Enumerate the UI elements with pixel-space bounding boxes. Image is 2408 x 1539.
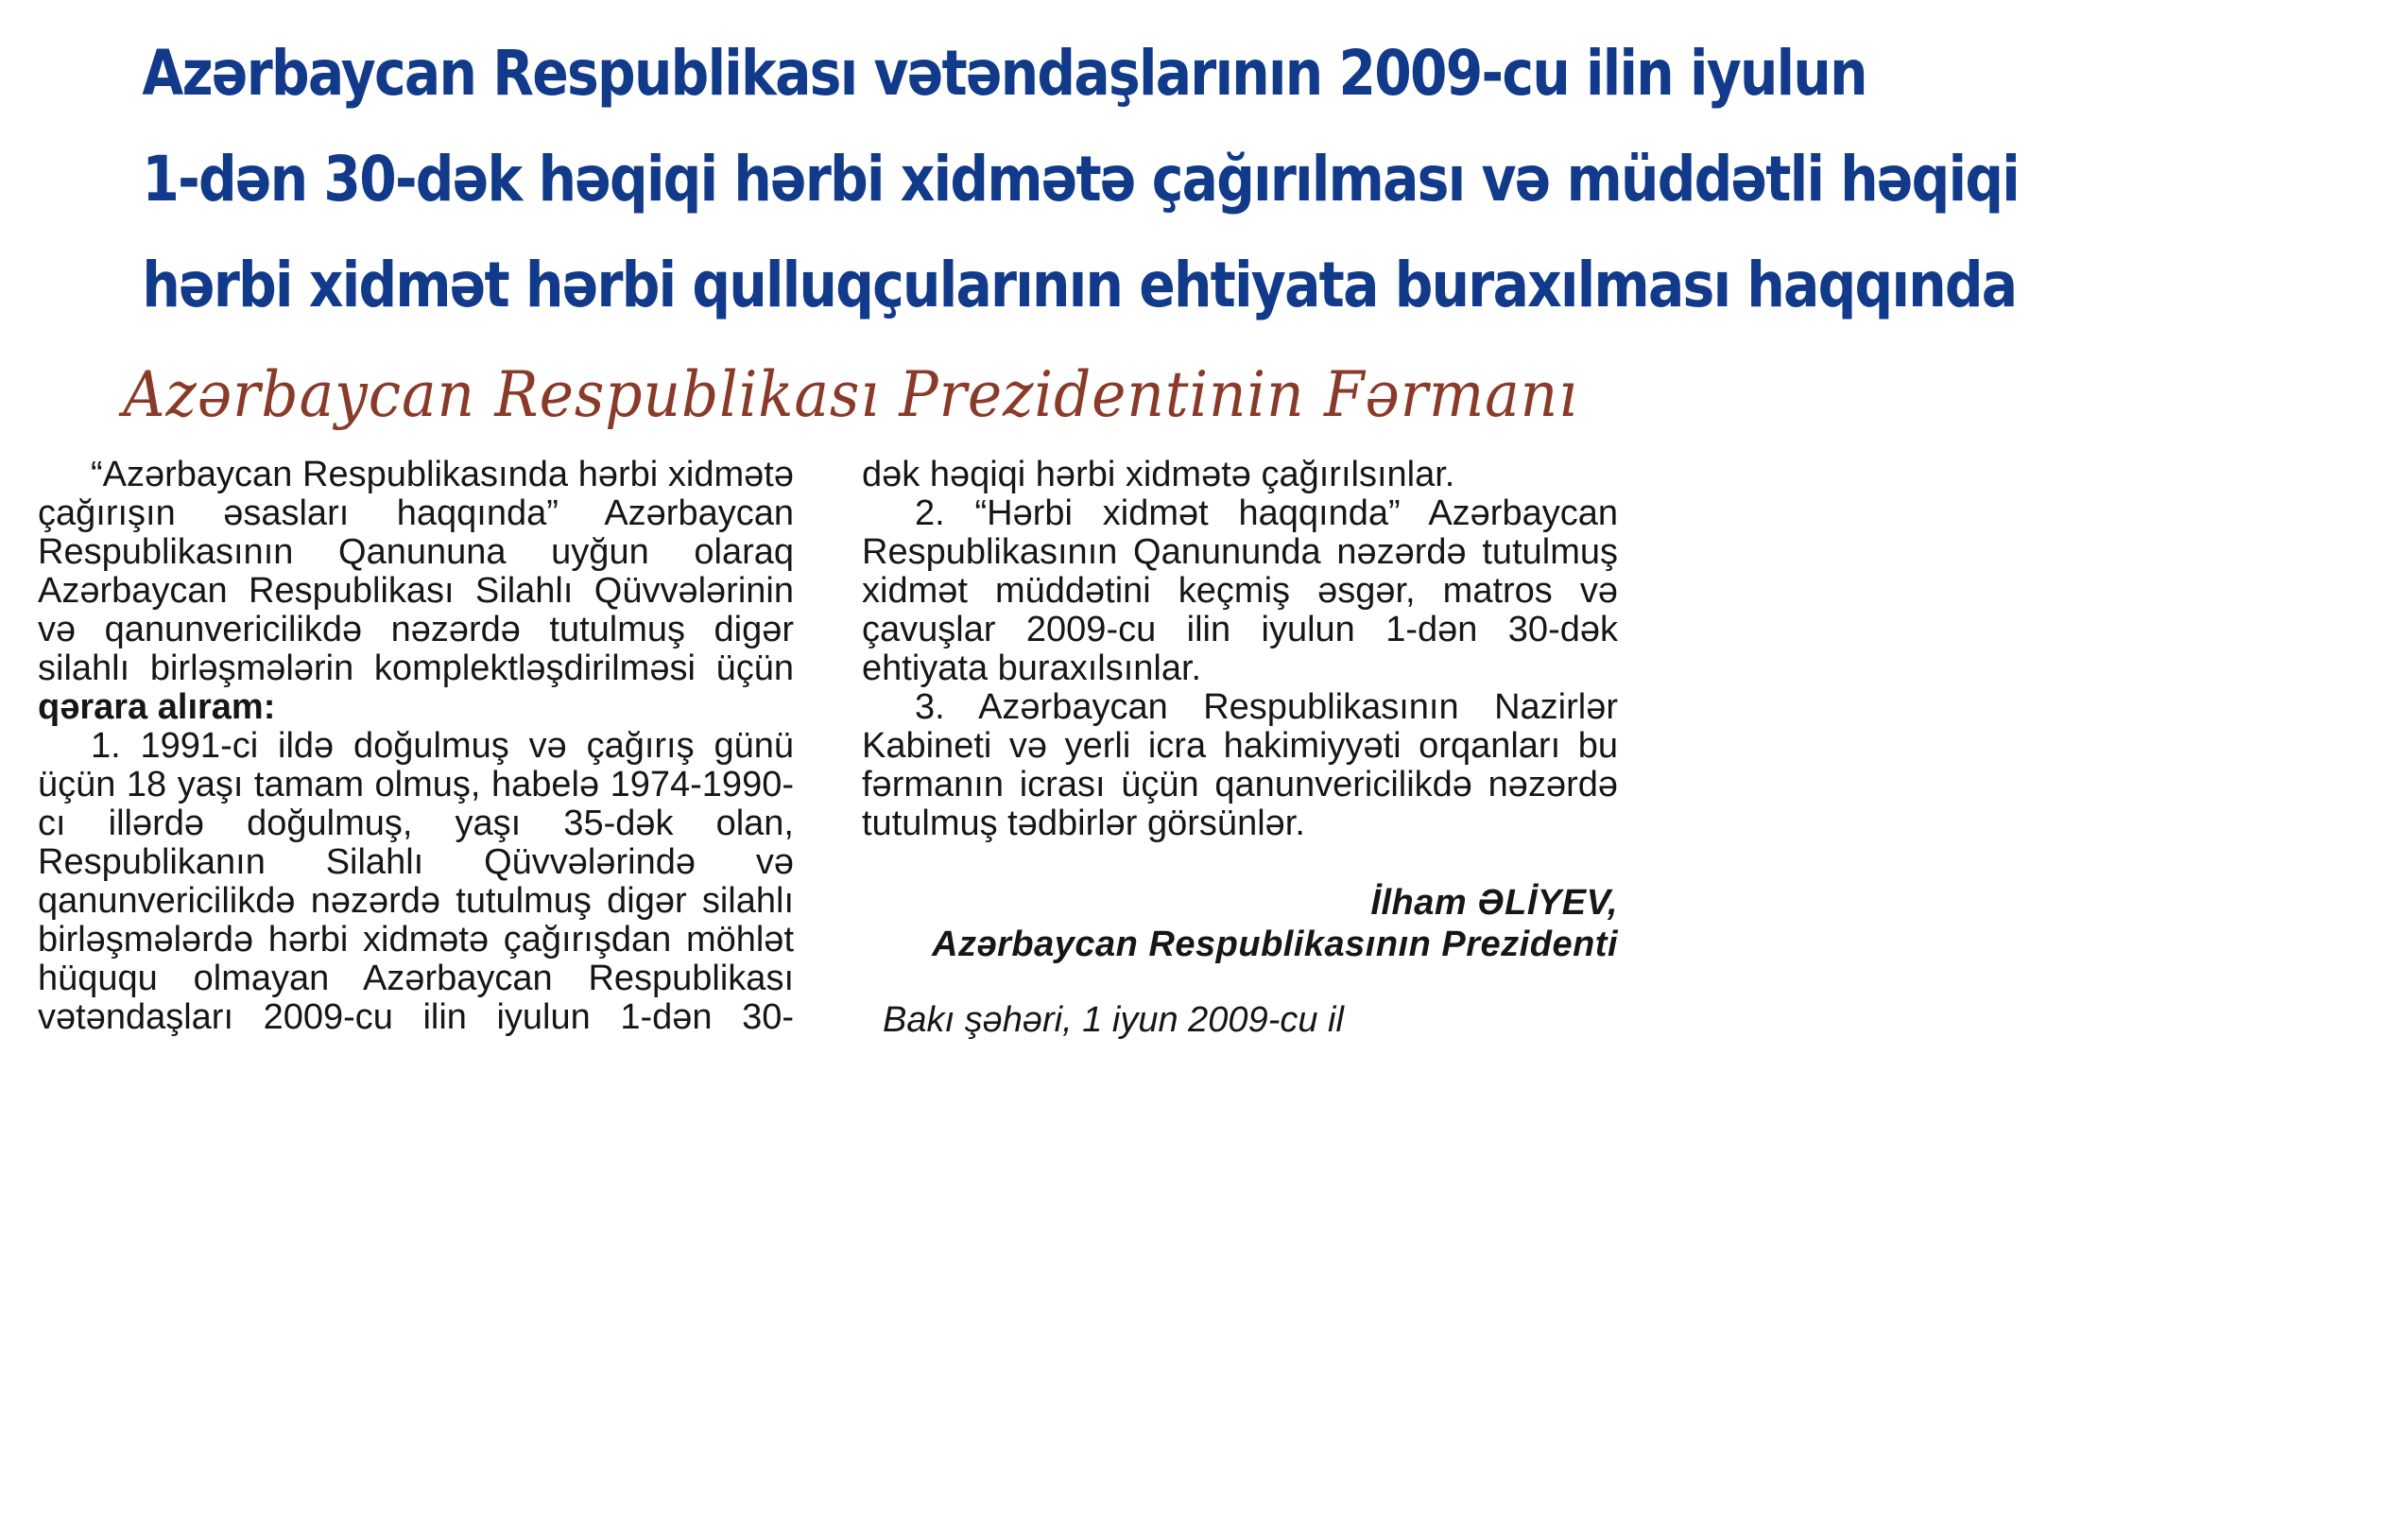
signature-title: Azərbaycan Respublikasının Prezidenti <box>932 925 1618 964</box>
intro-bold-text: qərara alıram: <box>38 687 276 727</box>
item-1-continuation: dək həqiqi hərbi xidmətə çağırılsınlar. <box>862 455 1455 494</box>
headline <box>142 21 2019 338</box>
place-date: Bakı şəhəri, 1 iyun 2009-cu il <box>883 1000 1344 1040</box>
signature-block <box>862 882 1618 965</box>
headline-line-2: 1-dən 30-dək həqiqi hərbi xidmətə çağırılması və müddətli həqiqi <box>142 143 2019 216</box>
subtitle: Azərbaycan Respublikası Prezidentinin Fərmanı <box>123 358 1578 431</box>
intro-text: “Azərbaycan Respublikasında hərbi xidmətə çağırışın əsasları haqqında” Azərbaycan Respublikasının Qanununa uyğun olaraq Azərbaycan Respublikası Silahlı Qüvvələrinin və qanunvericilikdə nəzərdə tutulmuş digər silahlı birləşmələrin komplektləşdirilməsi üçün <box>38 455 794 688</box>
headline-line-1: Azərbaycan Respublikası vətəndaşlarının 2009-cu ilin iyulun <box>142 37 1866 110</box>
text-column-left <box>38 456 794 1037</box>
intro-paragraph <box>38 456 794 727</box>
item-3-paragraph: 3. Azərbaycan Respublikasının Nazirlər Kabineti və yerli icra hakimiyyəti orqanları bu fərmanın icrası üçün qanunvericilikdə nəzərdə tutulmuş tədbirlər görsünlər. <box>862 687 1618 843</box>
item-1-paragraph: 1. 1991-ci ildə doğulmuş və çağırış günü üçün 18 yaşı tamam olmuş, habelə 1974-1990-cı illərdə doğulmuş, yaşı 35-dək olan, Respublikanın Silahlı Qüvvələrində və qanunvericilikdə nəzərdə tutulmuş digər silahlı birləşmələrdə hərbi xidmətə çağırışdan möhlət hüququ olmayan Azərbaycan Respublikası vətəndaşları 2009-cu ilin iyulun 1-dən 30- <box>38 726 794 1037</box>
text-column-right <box>862 456 1618 1040</box>
item-2-paragraph: 2. “Hərbi xidmət haqqında” Azərbaycan Respublikasının Qanununda nəzərdə tutulmuş xidmət müddətini keçmiş əsgər, matros və çavuşlar 2009-cu ilin iyulun 1-dən 30-dək ehtiyata buraxılsınlar. <box>862 493 1618 688</box>
headline-line-3: hərbi xidmət hərbi qulluqçularının ehtiyata buraxılması haqqında <box>142 249 2017 321</box>
signature-name: İlham ƏLİYEV, <box>1370 883 1618 923</box>
